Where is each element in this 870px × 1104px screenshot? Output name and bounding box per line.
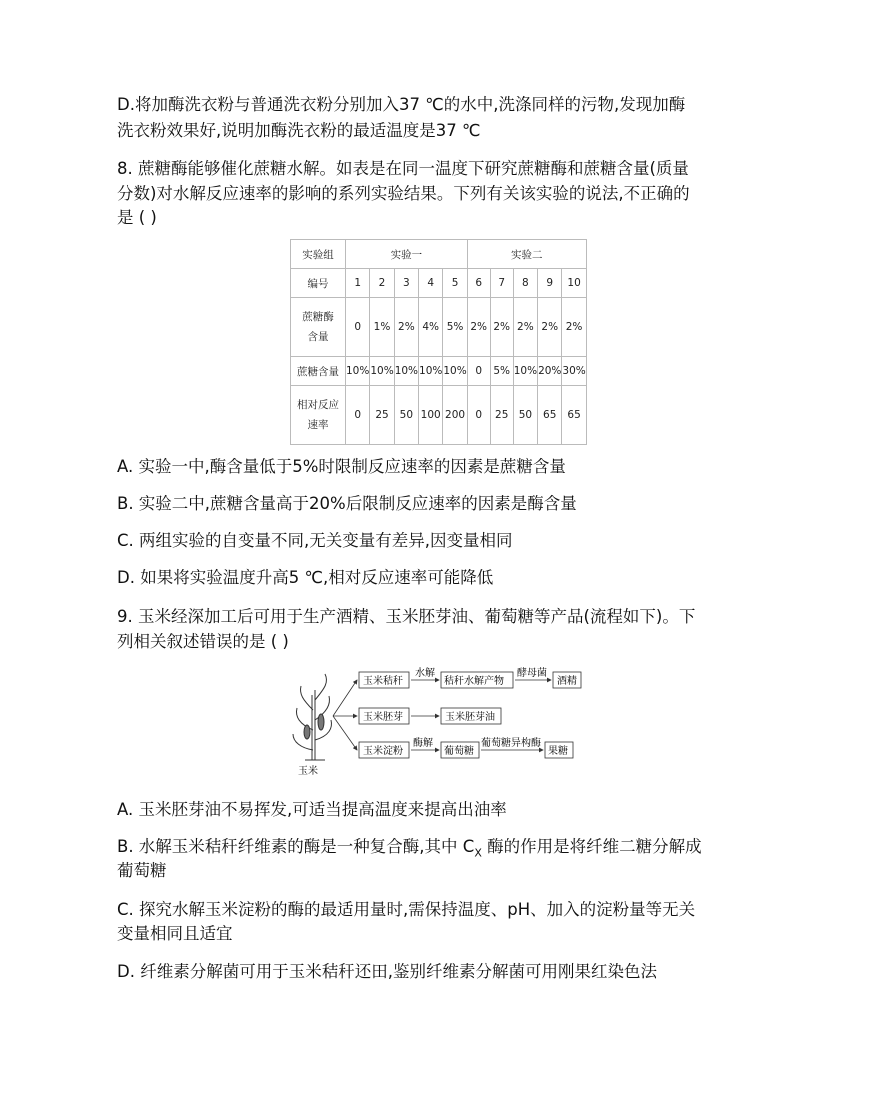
arrow-label-isomerase: 葡萄糖异构酶 [481,738,541,749]
table-cell: 10% [346,357,370,386]
table-cell: 200 [443,386,467,445]
q8-stem-line2: 分数)对水解反应速率的影响的系列实验结果。下列有关该实验的说法,不正确的 [117,184,690,203]
table-cell: 20% [538,357,562,386]
table-cell: 65 [562,386,586,445]
q8-option-d: D. 如果将实验温度升高5 ℃,相对反应速率可能降低 [117,568,494,587]
table-cell: 7 [490,269,513,298]
row-label-sucrose: 蔗糖含量 [291,357,346,386]
box-corn-stalk: 玉米秸秆 [363,676,403,687]
table-cell: 30% [562,357,586,386]
q9-stem-line2: 列相关叙述错误的是 ( ) [117,632,289,651]
arrow-label-yeast: 酵母菌 [517,668,547,679]
table-cell: 0 [467,386,490,445]
table-row-rate [291,386,587,445]
table-row-enzyme [291,298,587,357]
table-row-sucrose [291,357,587,386]
table-cell: 2 [370,269,394,298]
q9-option-b-line1 [117,835,702,865]
q8-option-a: A. 实验一中,酶含量低于5%时限制反应速率的因素是蔗糖含量 [117,457,566,476]
q7-option-d-line1: D.将加酶洗衣粉与普通洗衣粉分别加入37 ℃的水中,洗涤同样的污物,发现加酶 [117,95,686,114]
table-row-number [291,269,587,298]
q8-stem-line3: 是 ( ) [117,208,157,227]
arrow-label-hydrolysis: 水解 [415,668,435,679]
table-cell: 0 [346,386,370,445]
table-cell: 4% [419,298,443,357]
row-label-rate [291,386,346,445]
corn-label: 玉米 [298,766,318,777]
table-cell: 3 [394,269,418,298]
table-cell: 50 [513,386,537,445]
table-cell: 65 [538,386,562,445]
box-corn-germ-oil: 玉米胚芽油 [445,712,495,723]
box-corn-starch: 玉米淀粉 [363,746,403,757]
corn-plant-icon [293,674,331,760]
table-cell: 6 [467,269,490,298]
table-cell: 2% [513,298,537,357]
table-cell: 9 [538,269,562,298]
row-label-rate-1: 相对反应 [297,399,339,411]
q9-option-c-line1: C. 探究水解玉米淀粉的酶的最适用量时,需保持温度、pH、加入的淀粉量等无关 [117,900,696,919]
table-cell: 5% [490,357,513,386]
box-stalk-hydrolysate: 秸秆水解产物 [444,676,504,687]
q9-option-a: A. 玉米胚芽油不易挥发,可适当提高温度来提高出油率 [117,800,507,819]
table-cell: 1 [346,269,370,298]
q9-option-b-sub: X [474,846,482,860]
table-cell: 0 [467,357,490,386]
q9-option-d: D. 纤维素分解菌可用于玉米秸秆还田,鉴别纤维素分解菌可用刚果红染色法 [117,962,657,981]
row-label-enzyme-1: 蔗糖酶 [302,311,334,323]
corn-process-diagram [285,660,605,780]
experiment-table [290,239,587,445]
table-cell: 5% [443,298,467,357]
row-label-rate-2: 速率 [307,419,329,431]
table-cell: 50 [394,386,418,445]
table-cell: 100 [419,386,443,445]
q9-option-c-line2: 变量相同且适宜 [117,924,233,943]
box-fructose: 果糖 [548,746,568,757]
q9-option-b-line2: 葡萄糖 [117,861,167,880]
box-corn-germ: 玉米胚芽 [363,712,403,723]
table-group1: 实验一 [346,240,468,269]
arrow-label-enzymolysis: 酶解 [413,738,433,749]
box-alcohol: 酒精 [557,676,577,687]
row-label-number: 编号 [291,269,346,298]
q8-stem-line1: 8. 蔗糖酶能够催化蔗糖水解。如表是在同一温度下研究蔗糖酶和蔗糖含量(质量 [117,159,689,178]
q9-option-b-pre: B. 水解玉米秸秆纤维素的酶是一种复合酶,其中 C [117,837,475,856]
table-cell: 8 [513,269,537,298]
table-cell: 10 [562,269,586,298]
table-cell: 5 [443,269,467,298]
q8-option-b: B. 实验二中,蔗糖含量高于20%后限制反应速率的因素是酶含量 [117,494,577,513]
box-glucose: 葡萄糖 [444,746,474,757]
row-label-enzyme [291,298,346,357]
table-cell: 2% [538,298,562,357]
table-cell: 2% [467,298,490,357]
q8-option-c: C. 两组实验的自变量不同,无关变量有差异,因变量相同 [117,531,513,550]
table-cell: 2% [562,298,586,357]
table-cell: 25 [370,386,394,445]
table-cell: 2% [394,298,418,357]
q7-option-d-line2: 洗衣粉效果好,说明加酶洗衣粉的最适温度是37 ℃ [117,121,481,140]
row-label-enzyme-2: 含量 [307,331,329,343]
table-cell: 25 [490,386,513,445]
table-header-group: 实验组 [291,240,346,269]
table-group2: 实验二 [467,240,586,269]
table-cell: 0 [346,298,370,357]
table-cell: 2% [490,298,513,357]
q9-option-b-post: 酶的作用是将纤维二糖分解成 [481,837,702,856]
table-cell: 10% [394,357,418,386]
table-cell: 10% [513,357,537,386]
table-cell: 1% [370,298,394,357]
table-cell: 10% [443,357,467,386]
table-cell: 4 [419,269,443,298]
table-cell: 10% [370,357,394,386]
q9-stem-line1: 9. 玉米经深加工后可用于生产酒精、玉米胚芽油、葡萄糖等产品(流程如下)。下 [117,607,696,626]
table-cell: 10% [419,357,443,386]
